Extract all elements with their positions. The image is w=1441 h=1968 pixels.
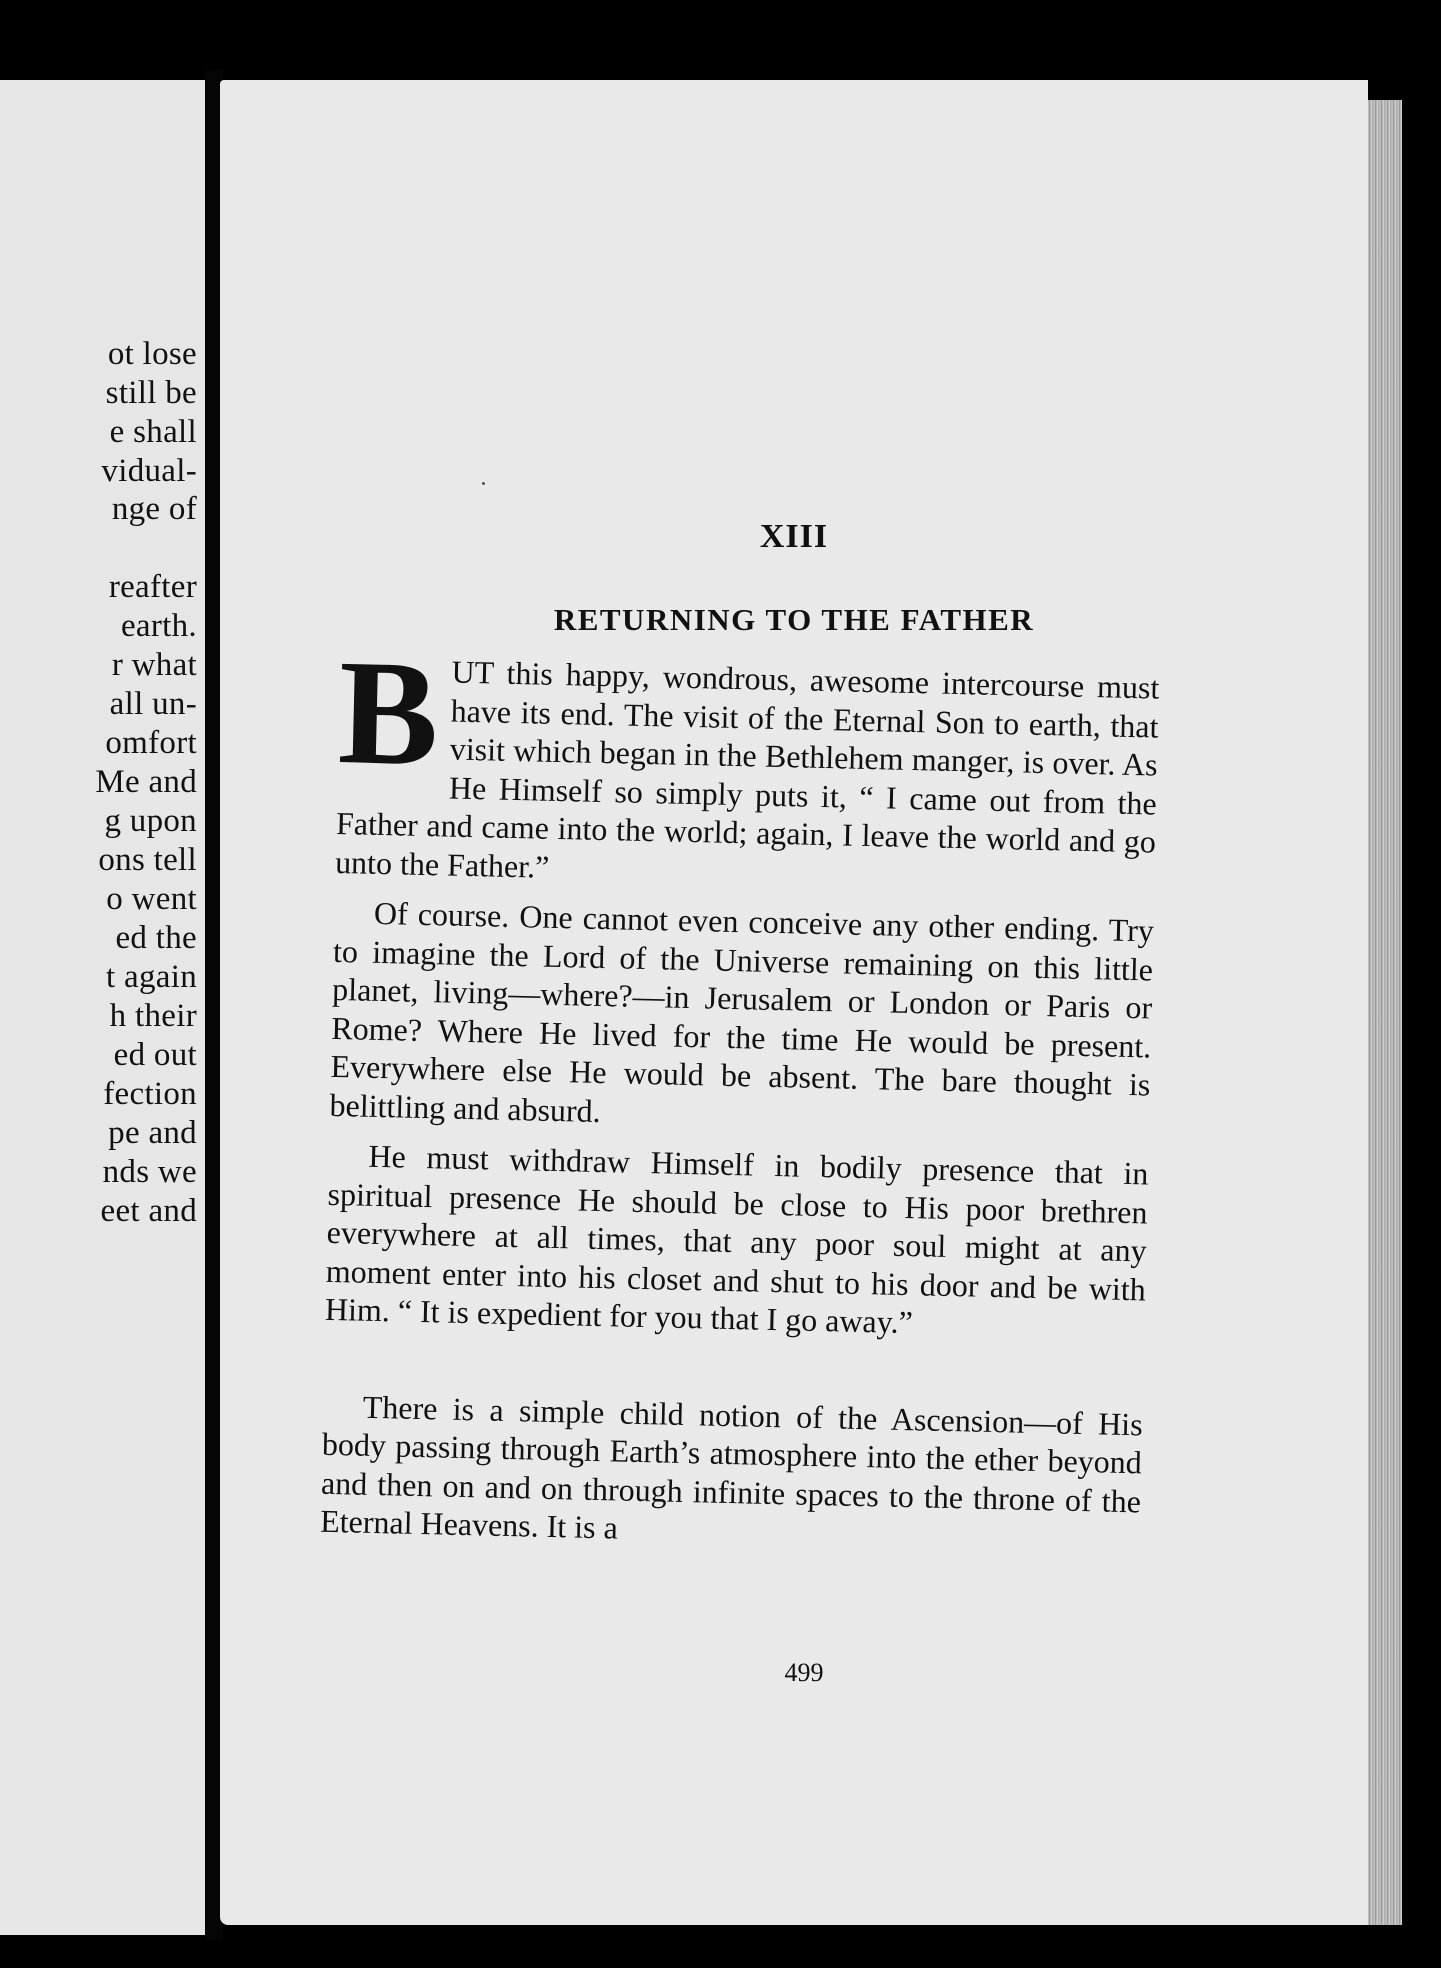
left-page-line: nge of (111, 491, 197, 527)
left-page-line: h their (109, 998, 197, 1034)
left-page-line: g upon (104, 803, 197, 839)
left-page-line: e shall (109, 414, 197, 450)
page-edge-stack (1368, 100, 1402, 1925)
left-page (0, 80, 205, 1935)
left-page-line: ot lose (107, 336, 197, 372)
chapter-number: XIII (759, 518, 829, 555)
left-page-line: eet and (100, 1193, 197, 1229)
paragraph: He must withdraw Himself in bodily presence that in spiritual presence He should be close to His poor brethren everywhere at all times, that any poor soul might at any moment enter into his closet and shut to his door and be with Him. “ It is expedient for you that I go away.” (324, 1137, 1149, 1341)
left-page-line: still be (105, 375, 197, 411)
left-page-line: omfort (105, 725, 197, 761)
left-page-line: ons tell (98, 842, 197, 878)
left-page-line: r what (111, 647, 197, 683)
paragraph (334, 629, 1160, 900)
page-number: 499 (784, 1658, 824, 1687)
left-page-line: vidual- (101, 453, 197, 489)
left-page-line: nds we (102, 1154, 197, 1190)
left-page-line: earth. (120, 608, 197, 644)
chapter-body (319, 629, 1160, 1559)
left-page-line: t again (106, 959, 197, 995)
paragraph: There is a simple child notion of the Ascension—of His body passing through Earth’s atmosphere into the ether beyond and then on and on through infinite spaces to the throne of the Eternal Heavens. It is a (319, 1388, 1144, 1546)
drop-cap: B (336, 629, 441, 798)
left-page-line: Me and (95, 764, 197, 800)
left-page-line: reafter (108, 569, 197, 605)
paragraph-text: UT this happy, wondrous, awesome intercourse must have its end. The visit of the Eternal Son to earth, that visit which began in the Bethlehem manger, is over. As He Himself so simply puts it, “ I came out from the Father and came into the world; again, I leave the world and go unto the Father.” (334, 653, 1160, 885)
dust-speck (482, 482, 485, 485)
left-page-line: ed the (115, 920, 197, 956)
chapter-title: RETURNING TO THE FATHER (553, 602, 1035, 637)
left-page-line: o went (106, 881, 197, 917)
left-page-line: all un- (109, 686, 197, 722)
left-page-line: fection (103, 1076, 197, 1112)
left-page-line: ed out (113, 1037, 197, 1073)
left-page-line: pe and (108, 1115, 197, 1151)
right-page (220, 80, 1368, 1925)
paragraph: Of course. One cannot even conceive any other ending. Try to imagine the Lord of the Universe remaining on this little planet, living—where?—in Jerusalem or London or Paris or Rome? Where He lived for the time He would be present. Everywhere else He would be absent. The bare thought is belittling and absurd. (329, 894, 1155, 1129)
